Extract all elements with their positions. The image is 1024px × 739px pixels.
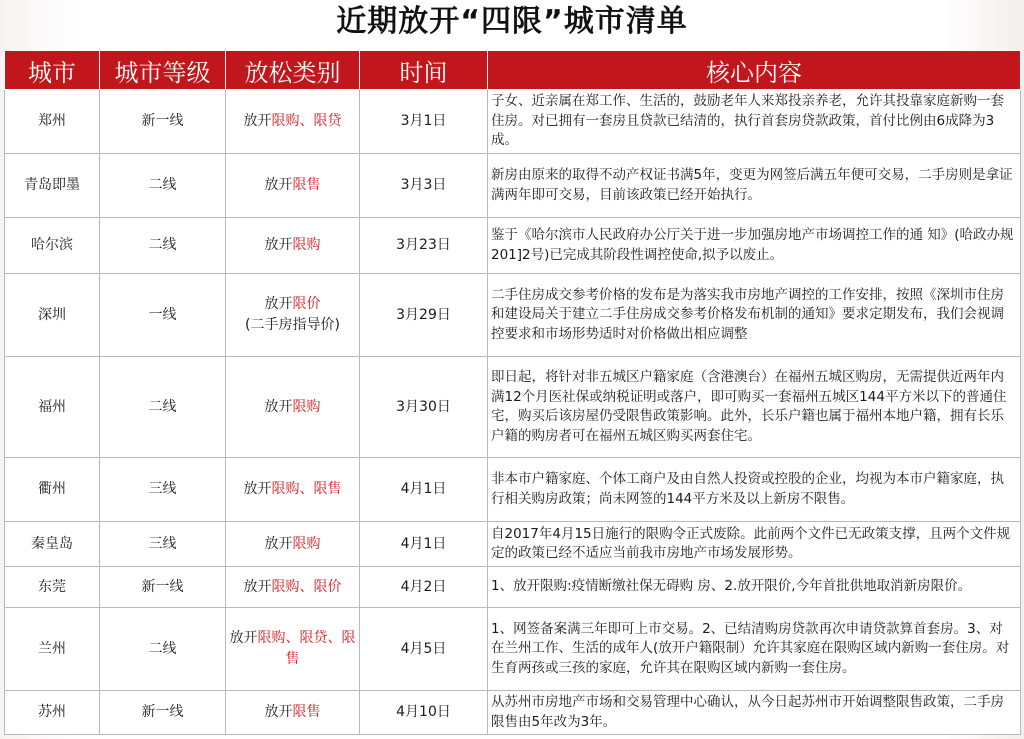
city-cell: 郑州 [5,90,100,154]
category-highlight: 限售 [292,704,321,720]
table-body [5,90,1021,735]
table-row [5,274,1021,357]
table-header-row [5,51,1021,90]
content-cell: 非本市户籍家庭、个体工商户及由自然人投资或控股的企业，均视为本市户籍家庭，执行相关购房政策；尚未网签的144平方米及以上新房不限售。 [488,458,1021,522]
tier-cell: 一线 [100,274,226,357]
category-prefix: 放开 [229,630,258,646]
category-highlight: 限售 [292,177,321,193]
content-cell: 二手住房成交参考价格的发布是为落实我市房地产调控的工作安排，按照《深圳市住房和建设局关于建立二手住房成交参考价格发布机制的通知》要求定期发布，我们会视调控要求和市场形势适时对价格做出相应调整 [488,274,1021,357]
column-header-date: 时间 [360,51,488,90]
tier-cell: 新一线 [100,567,226,608]
category-cell [226,154,360,218]
category-cell [226,90,360,154]
table-row [5,608,1021,691]
tier-cell: 二线 [100,357,226,458]
category-cell [226,218,360,274]
tier-cell: 新一线 [100,90,226,154]
table-row [5,218,1021,274]
category-cell [226,357,360,458]
city-cell: 衢州 [5,458,100,522]
city-cell: 青岛即墨 [5,154,100,218]
city-cell: 哈尔滨 [5,218,100,274]
category-prefix: 放开 [243,481,272,497]
content-cell: 自2017年4月15日施行的限购令正式废除。此前两个文件已无政策支撑，且两个文件规定的政策已经不适应当前我市房地产市场发展形势。 [488,522,1021,567]
category-prefix: 放开 [243,578,272,595]
category-highlight: 限价 [292,296,321,312]
tier-cell: 新一线 [100,691,226,735]
date-cell: 3月23日 [360,218,488,274]
category-prefix: 放开 [264,237,293,253]
table-row [5,357,1021,458]
page-title: 近期放开“四限”城市清单 [336,4,688,39]
city-cell: 福州 [5,357,100,458]
category-cell [226,567,360,608]
tier-cell: 二线 [100,154,226,218]
date-cell: 4月1日 [360,458,488,522]
category-prefix: 放开 [264,177,293,193]
category-highlight: 限购、限售 [271,481,342,497]
tier-cell: 三线 [100,458,226,522]
category-prefix: 放开 [264,704,293,720]
date-cell: 4月10日 [360,691,488,735]
category-prefix: 放开 [264,535,293,552]
table-row [5,691,1021,735]
column-header-city: 城市 [5,51,100,90]
table-row [5,567,1021,608]
date-cell: 4月5日 [360,608,488,691]
content-cell: 1、网签备案满三年即可上市交易。2、已结清购房贷款再次申请贷款算首套房。3、对在兰州工作、生活的成年人(放开户籍限制）允许其家庭在限购区域内新购一套住房。对生育两孩或三孩的家庭，允许其在限购区域内新购一套住房。 [488,608,1021,691]
date-cell: 4月1日 [360,522,488,567]
category-cell [226,691,360,735]
column-header-tier: 城市等级 [100,51,226,90]
category-cell [226,608,360,691]
category-cell [226,522,360,567]
city-cell: 苏州 [5,691,100,735]
content-cell: 从苏州市房地产市场和交易管理中心确认，从今日起苏州市开始调整限售政策，二手房限售由5年改为3年。 [488,691,1021,735]
category-highlight: 限购、限价 [271,578,342,595]
date-cell: 4月2日 [360,567,488,608]
category-highlight: 限购、限贷、限售 [257,630,356,667]
tier-cell: 二线 [100,218,226,274]
content-cell: 子女、近亲属在郑工作、生活的，鼓励老年人来郑投亲养老，允许其投靠家庭新购一套住房。对已拥有一套房且贷款已结清的，执行首套房贷款政策，首付比例由6成降为3成。 [488,90,1021,154]
category-cell [226,458,360,522]
city-cell: 东莞 [5,567,100,608]
table-row [5,458,1021,522]
category-highlight: 限购 [292,398,321,415]
date-cell: 3月3日 [360,154,488,218]
date-cell: 3月1日 [360,90,488,154]
city-cell: 深圳 [5,274,100,357]
date-cell: 3月30日 [360,357,488,458]
content-cell: 即日起，将针对非五城区户籍家庭（含港澳台）在福州五城区购房，无需提供近两年内满12个月医社保或纳税证明或落户，即可购买一套福州五城区144平方米以下的普通住宅，购买后该房屋仍受限售政策影响。此外，长乐户籍也属于福州本地户籍，拥有长乐户籍的购房者可在福州五城区购买两套住宅。 [488,357,1021,458]
category-prefix: 放开 [264,398,293,415]
category-prefix: 放开 [264,296,293,312]
category-highlight: 限购 [292,535,321,552]
tier-cell: 三线 [100,522,226,567]
content-cell: 新房由原来的取得不动产权证书满5年，变更为网签后满五年便可交易，二手房则是拿证满两年即可交易，目前该政策已经开始执行。 [488,154,1021,218]
table-row [5,154,1021,218]
content-cell: 鉴于《哈尔滨市人民政府办公厅关于进一步加强房地产市场调控工作的通 知》(哈政办规201]2号)已完成其阶段性调控使命,拟予以废止。 [488,218,1021,274]
category-highlight: 限购、限贷 [271,113,342,129]
category-suffix: (二手房指导价) [245,317,340,333]
city-cell: 兰州 [5,608,100,691]
city-policy-table [4,50,1021,735]
category-prefix: 放开 [243,113,272,129]
table-row [5,90,1021,154]
column-header-category: 放松类别 [226,51,360,90]
column-header-content: 核心内容 [488,51,1021,90]
category-cell [226,274,360,357]
tier-cell: 二线 [100,608,226,691]
table-row [5,522,1021,567]
city-cell: 秦皇岛 [5,522,100,567]
content-cell: 1、放开限购:疫情断缴社保无碍购 房、2.放开限价,今年首批供地取消新房限价。 [488,567,1021,608]
date-cell: 3月29日 [360,274,488,357]
category-highlight: 限购 [292,237,321,253]
